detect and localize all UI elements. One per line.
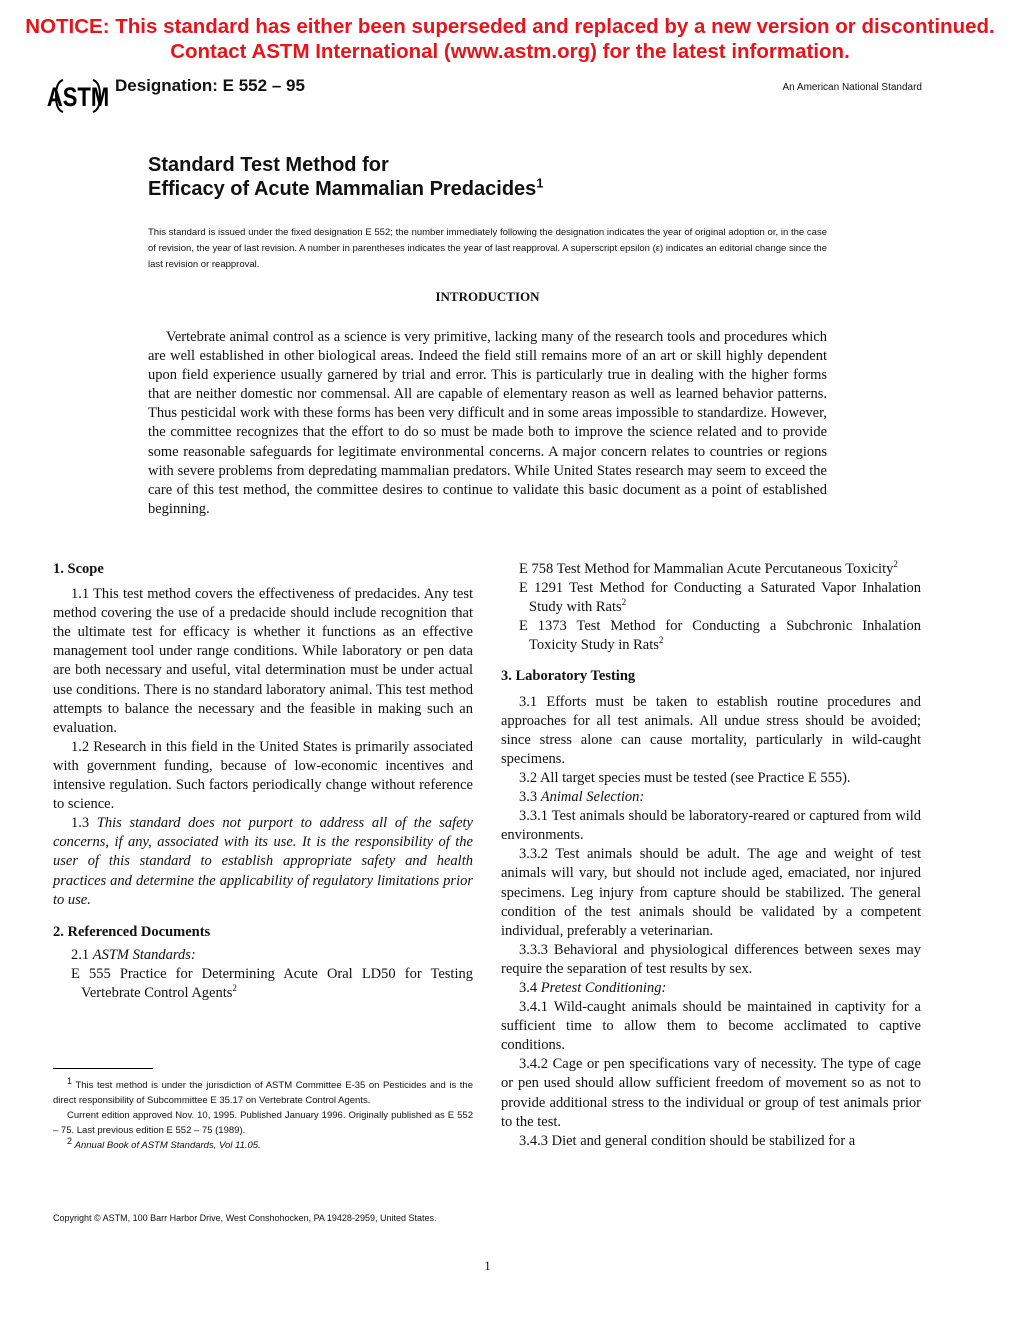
footnote-1-edition: Current edition approved Nov. 10, 1995. Published January 1996. Originally published as E 552 – 75. Last previous edition E 552 – 75 (1989). bbox=[53, 1110, 473, 1136]
american-national-standard-label: An American National Standard bbox=[782, 82, 922, 93]
introduction-heading: INTRODUCTION bbox=[435, 289, 540, 304]
para-3-3-text: Animal Selection: bbox=[540, 789, 645, 806]
para-3-3-number: 3.3 bbox=[519, 789, 538, 806]
left-column bbox=[53, 560, 473, 1003]
title-main: Efficacy of Acute Mammalian Predacides bbox=[148, 178, 537, 200]
reference-e555-text: E 555 Practice for Determining Acute Oral LD50 for Testing Vertebrate Control Agents bbox=[71, 965, 473, 1001]
footnote-1-mark: 1 bbox=[67, 1075, 73, 1086]
para-1-1: 1.1 This test method covers the effectiveness of predacides. Any test method covering the use of a predacide should include recognition that the ultimate test for efficacy is whether it functions as an effective management tool under range conditions. While laboratory or pen data are both necessary and useful, vital determination must be under actual use conditions. There is no standard laboratory animal. This test method attempts to balance the necessary and the feasible in making such an evaluation. bbox=[53, 586, 473, 736]
para-1-3-number: 1.3 bbox=[71, 815, 90, 832]
footnote-rule bbox=[53, 1068, 153, 1069]
para-3-1: 3.1 Efforts must be taken to establish routine procedures and approaches for all test animals. All undue stress should be avoided; since stress alone can cause mortality, particularly in wild-caught specimens. bbox=[501, 693, 921, 767]
reference-e1373 bbox=[501, 617, 921, 655]
para-1-3 bbox=[53, 814, 473, 909]
para-3-2: 3.2 All target species must be tested (see Practice E 555). bbox=[519, 769, 851, 786]
reference-e1291 bbox=[501, 579, 921, 617]
section-3-heading: 3. Laboratory Testing bbox=[501, 668, 636, 685]
introduction-text: Vertebrate animal control as a science is very primitive, lacking many of the research tools and procedures which are well established in other biological areas. Indeed the field still remains more of an art or skill highly dependent upon field experience usually garnered by trial and error. This is particularly true in dealing with the higher forms that are neither domestic nor commensal. All are capable of elementary reason as well as learned behavior patterns. Thus pesticidal work with these forms has been very difficult and in some areas impossible to standardize. However, the committee recognizes that the effort to do so must be made both to improve the science related and to provide some reasonable safeguards for legitimate environmental concerns. A major concern relates to countries or regions with severe problems from depredating mammalian predators. While United States research may seem to exceed the care of this test method, the committee desires to continue to validate this basic document as a point of established beginning. bbox=[148, 329, 827, 517]
page-number: 1 bbox=[484, 1258, 491, 1273]
reference-e1291-sup: 2 bbox=[621, 597, 627, 608]
reference-e555-sup: 2 bbox=[232, 983, 237, 994]
section-2-heading: 2. Referenced Documents bbox=[53, 923, 211, 940]
footnotes bbox=[53, 1075, 473, 1153]
section-1-heading: 1. Scope bbox=[53, 561, 104, 577]
para-3-3-1: 3.3.1 Test animals should be laboratory-reared or captured from wild environments. bbox=[501, 808, 921, 844]
right-column bbox=[501, 560, 921, 1151]
astm-logo bbox=[46, 76, 110, 116]
reference-e1291-text: E 1291 Test Method for Conducting a Saturated Vapor Inhalation Study with Rats bbox=[519, 580, 921, 616]
para-3-4-1: 3.4.1 Wild-caught animals should be maintained in captivity for a sufficient time to allow them to become acclimated to captive conditions. bbox=[501, 999, 921, 1054]
para-2-1-number: 2.1 bbox=[71, 946, 90, 963]
copyright: Copyright © ASTM, 100 Barr Harbor Drive, West Conshohocken, PA 19428-2959, United States. bbox=[53, 1213, 437, 1223]
issued-note: This standard is issued under the fixed designation E 552; the number immediately following the designation indicates the year of original adoption or, in the case of revision, the year of last revision. A number in parentheses indicates the year of last reapproval. A superscript epsilon (ε) indicates an editorial change since the last revision or reapproval. bbox=[148, 227, 827, 270]
para-1-3-text: This standard does not purport to address all of the safety concerns, if any, associated with its use. It is the responsibility of the user of this standard to establish appropriate safety and health practices and determine the applicability of regulatory limitations prior to use. bbox=[53, 815, 473, 908]
footnote-1-text: This test method is under the jurisdiction of ASTM Committee E-35 on Pesticides and is the direct responsibility of Subcommittee E 35.17 on Vertebrate Control Agents. bbox=[53, 1080, 473, 1106]
para-3-4-2: 3.4.2 Cage or pen specifications vary of necessity. The type of cage or pen used should allow sufficient freedom of movement so as not to provide additional stress to the individual or group of test animals prior to the test. bbox=[501, 1056, 921, 1130]
footnote-2-mark: 2 bbox=[67, 1135, 73, 1146]
reference-e758-sup: 2 bbox=[893, 559, 898, 570]
para-3-4-text: Pretest Conditioning: bbox=[540, 979, 667, 996]
footnote-1 bbox=[53, 1075, 473, 1108]
notice-line-2: Contact ASTM International (www.astm.org) for the latest information. bbox=[170, 40, 850, 63]
footnote-2-text: Annual Book of ASTM Standards, Vol 11.05. bbox=[74, 1140, 261, 1151]
designation: Designation: E 552 – 95 bbox=[115, 76, 305, 95]
notice-line-1: NOTICE: This standard has either been superseded and replaced by a new version or discontinued. bbox=[25, 15, 995, 38]
title-line-2 bbox=[148, 176, 544, 202]
reference-e1373-text: E 1373 Test Method for Conducting a Subchronic Inhalation Toxicity Study in Rats bbox=[519, 618, 921, 654]
para-3-4 bbox=[501, 979, 921, 998]
astm-logo-text: ASTM bbox=[46, 83, 110, 113]
footnote-2 bbox=[53, 1135, 473, 1153]
reference-e1373-sup: 2 bbox=[658, 635, 664, 646]
reference-e758-text: E 758 Test Method for Mammalian Acute Percutaneous Toxicity bbox=[519, 561, 894, 577]
title-line-1: Standard Test Method for bbox=[148, 154, 389, 176]
reference-e758 bbox=[501, 560, 921, 579]
para-2-1 bbox=[53, 946, 473, 965]
para-1-2: 1.2 Research in this field in the United States is primarily associated with government funding, because of low-economic incentives and intensive regulation. Such factors periodically change without reference to science. bbox=[53, 738, 473, 813]
para-3-3 bbox=[501, 788, 921, 807]
title-footnote-mark: 1 bbox=[536, 175, 544, 191]
para-2-1-text: ASTM Standards: bbox=[92, 946, 196, 963]
para-3-4-3: 3.4.3 Diet and general condition should be stabilized for a bbox=[519, 1132, 856, 1149]
para-3-4-number: 3.4 bbox=[519, 979, 538, 996]
para-3-3-2: 3.3.2 Test animals should be adult. The age and weight of test animals will vary, but should not include aged, emaciated, nor injured specimens. Leg injury from capture should be stabilized. The general condition of the test animals should be validated by a competent individual, preferably a veterinarian. bbox=[501, 846, 921, 939]
reference-e555 bbox=[53, 965, 473, 1003]
para-3-3-3: 3.3.3 Behavioral and physiological differences between sexes may require the separation of test results by sex. bbox=[501, 941, 921, 977]
